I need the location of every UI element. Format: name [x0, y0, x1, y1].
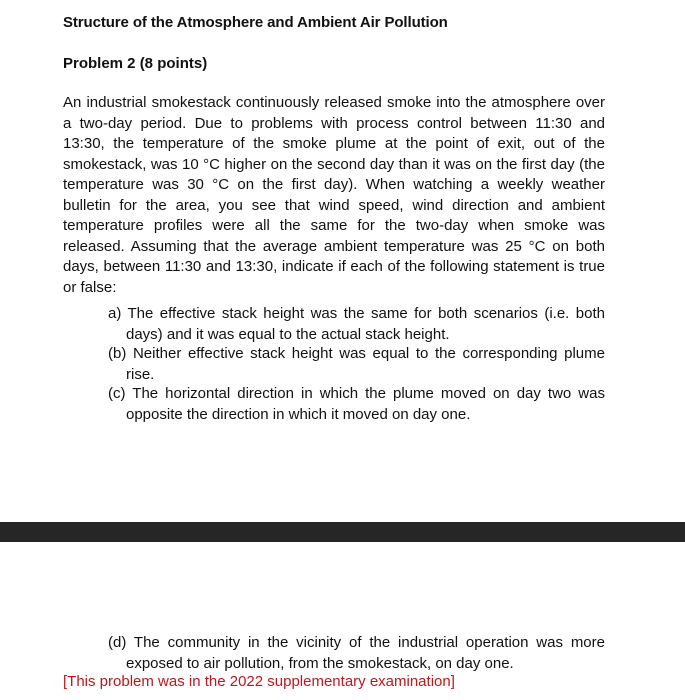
- statement-label: a): [108, 305, 122, 322]
- statement-label: (b): [108, 345, 127, 362]
- statement-text: Neither effective stack height was equal to the corresponding plume rise.: [126, 345, 605, 383]
- problem-statement: An industrial smokestack continuously released smoke into the atmosphere over a two-day period. Due to problems with process control between 11:30 and 13:30, the temperature of the smoke plume at the point of exit, out of the smokestack, was 10 °C higher on the second day than it was on the first day (the temperature was 30 °C on the first day). When watching a weekly weather bulletin for the area, you see that wind speed, wind direction and ambient temperature profiles were all the same for the two-day when smoke was released. Assuming that the average ambient temperature was 25 °C on both days, between 11:30 and 13:30, indicate if each of the following statement is true or false:: [63, 94, 605, 296]
- page-divider-bar: [0, 522, 685, 542]
- statement-d: [108, 633, 605, 674]
- statement-text: The horizontal direction in which the plume moved on day two was opposite the direction in which it moved on day one.: [126, 385, 605, 423]
- statement-text: The effective stack height was the same for both scenarios (i.e. both days) and it was equal to the actual stack height.: [126, 305, 605, 343]
- statement-text: The community in the vicinity of the industrial operation was more exposed to air pollution, from the smokestack, on day one.: [126, 634, 605, 672]
- problem-title: Problem 2 (8 points): [63, 55, 208, 72]
- statement-c: [108, 384, 605, 425]
- statement-b: [108, 344, 605, 385]
- exam-note: [This problem was in the 2022 supplementary examination]: [63, 673, 455, 690]
- statement-label: (d): [108, 634, 127, 651]
- section-title: Structure of the Atmosphere and Ambient Air Pollution: [63, 14, 448, 31]
- statement-a: [108, 304, 605, 345]
- statement-label: (c): [108, 385, 126, 402]
